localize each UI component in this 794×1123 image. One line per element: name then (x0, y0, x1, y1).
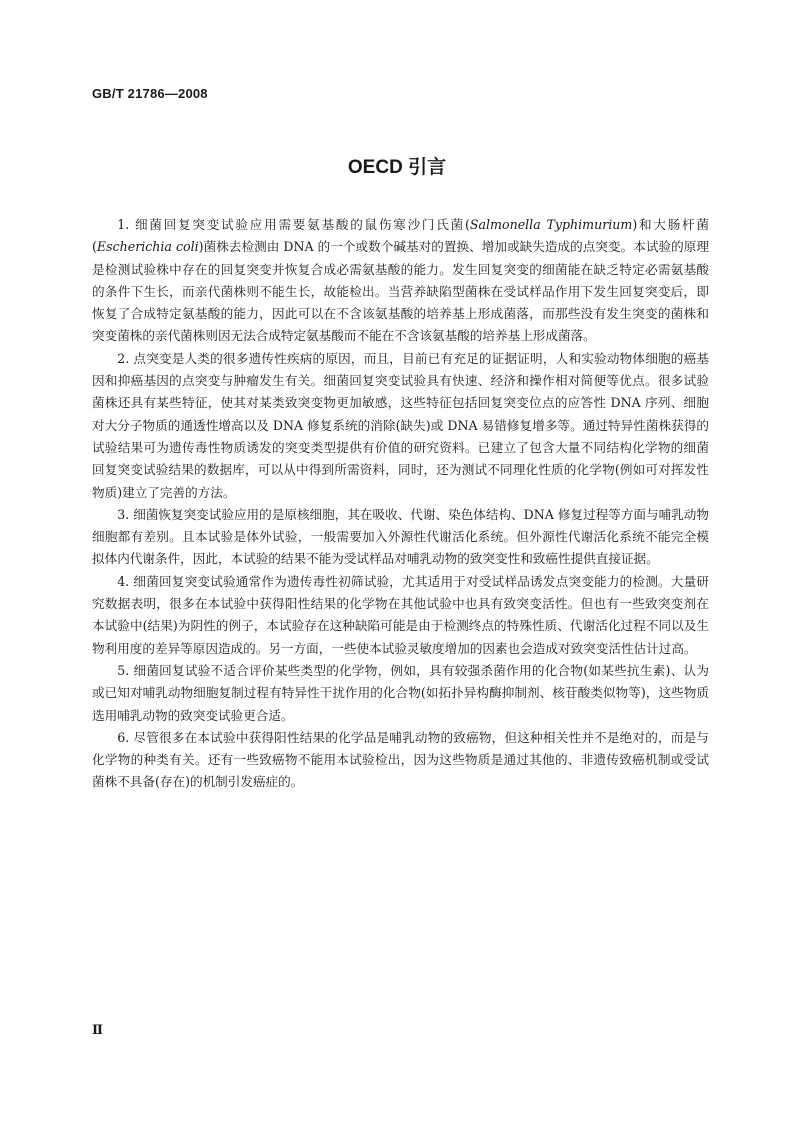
paragraph-1-text-a: 1. 细菌回复突变试验应用需要氨基酸的鼠伤寒沙门氏菌( (117, 217, 470, 232)
species-name-ecoli: Escherichia coli (96, 239, 199, 255)
paragraph-4: 4. 细菌回复突变试验通常作为遗传毒性初筛试验，尤其适用于对受试样品诱发点突变能力的检测。大量研究数据表明，很多在本试验中获得阳性结果的化学物在其他试验中也具有致突变活性。但也有一些致突变剂在本试验中(结果)为阴性的例子，本试验存在这种缺陷可能是由于检测终点的特殊性质、代谢活化过程不同以及生物利用度的差异等原因造成的。另一方面，一些使本试验灵敏度增加的因素也会造成对致突变活性估计过高。 (92, 573, 709, 656)
species-name-salmonella: Salmonella Typhimurium (469, 217, 633, 232)
body-text (92, 214, 709, 794)
standard-number: GB/T 21786—2008 (92, 86, 208, 101)
paragraph-5: 5. 细菌回复试验不适合评价某些类型的化学物，例如，具有较强杀菌作用的化合物(如某些抗生素)、认为或已知对哺乳动物细胞复制过程有特异性干扰作用的化合物(如拓扑异构酶抑制剂、核苷酸类似物等)，这些物质选用哺乳动物的致突变试验更合适。 (92, 662, 709, 723)
paragraph-1-text-b: )和大肠杆菌( (92, 217, 709, 255)
paragraph-6: 6. 尽管很多在本试验中获得阳性结果的化学品是哺乳动物的致癌物，但这种相关性并不是绝对的，而是与化学物的种类有关。还有一些致癌物不能用本试验检出，因为这些物质是通过其他的、非遗传致癌机制或受试菌株不具备(存在)的机制引发癌症的。 (92, 729, 709, 790)
page-title: OECD 引言 (347, 157, 447, 178)
page-number: Ⅱ (92, 1022, 103, 1037)
paragraph-1-text-c: )菌株去检测由 DNA 的一个或数个碱基对的置换、增加或缺失造成的点突变。本试验的原理是检测试验株中存在的回复突变并恢复合成必需氨基酸的能力。发生回复突变的细菌能在缺乏特定必需氨基酸的条件下生长，而亲代菌株则不能生长，故能检出。当营养缺陷型菌株在受试样品作用下发生回复突变后，即恢复了合成特定氨基酸的能力，因此可以在不含该氨基酸的培养基上形成菌落，而那些没有发生突变的菌株和突变菌株的亲代菌株则因无法合成特定氨基酸而不能在不含该氨基酸的培养基上形成菌落。 (92, 239, 709, 344)
paragraph-3: 3. 细菌恢复突变试验应用的是原核细胞，其在吸收、代谢、染色体结构、DNA 修复过程等方面与哺乳动物细胞都有差别。且本试验是体外试验，一般需要加入外源性代谢活化系统。但外源性代谢活化系统不能完全模拟体内代谢条件，因此，本试验的结果不能为受试样品对哺乳动物的致突变性和致癌性提供直接证据。 (92, 506, 709, 567)
paragraph-1 (92, 214, 709, 348)
paragraph-2: 2. 点突变是人类的很多遗传性疾病的原因，而且，目前已有充足的证据证明，人和实验动物体细胞的癌基因和抑癌基因的点突变与肿瘤发生有关。细菌回复突变试验具有快速、经济和操作相对简便等优点。很多试验菌株还具有某些特征，使其对某类致突变物更加敏感，这些特征包括回复突变位点的应答性 DNA 序列、细胞对大分子物质的通透性增高以及 DNA 修复系统的消除(缺失)或 DNA 易错修复增多等。通过特异性菌株获得的试验结果可为遗传毒性物质诱发的突变类型提供有价值的研究资料。已建立了包含大量不同结构化学物的细菌回复突变试验结果的数据库，可以从中得到所需资料，同时，还为测试不同理化性质的化学物(例如可对挥发性物质)建立了完善的方法。 (92, 350, 709, 500)
